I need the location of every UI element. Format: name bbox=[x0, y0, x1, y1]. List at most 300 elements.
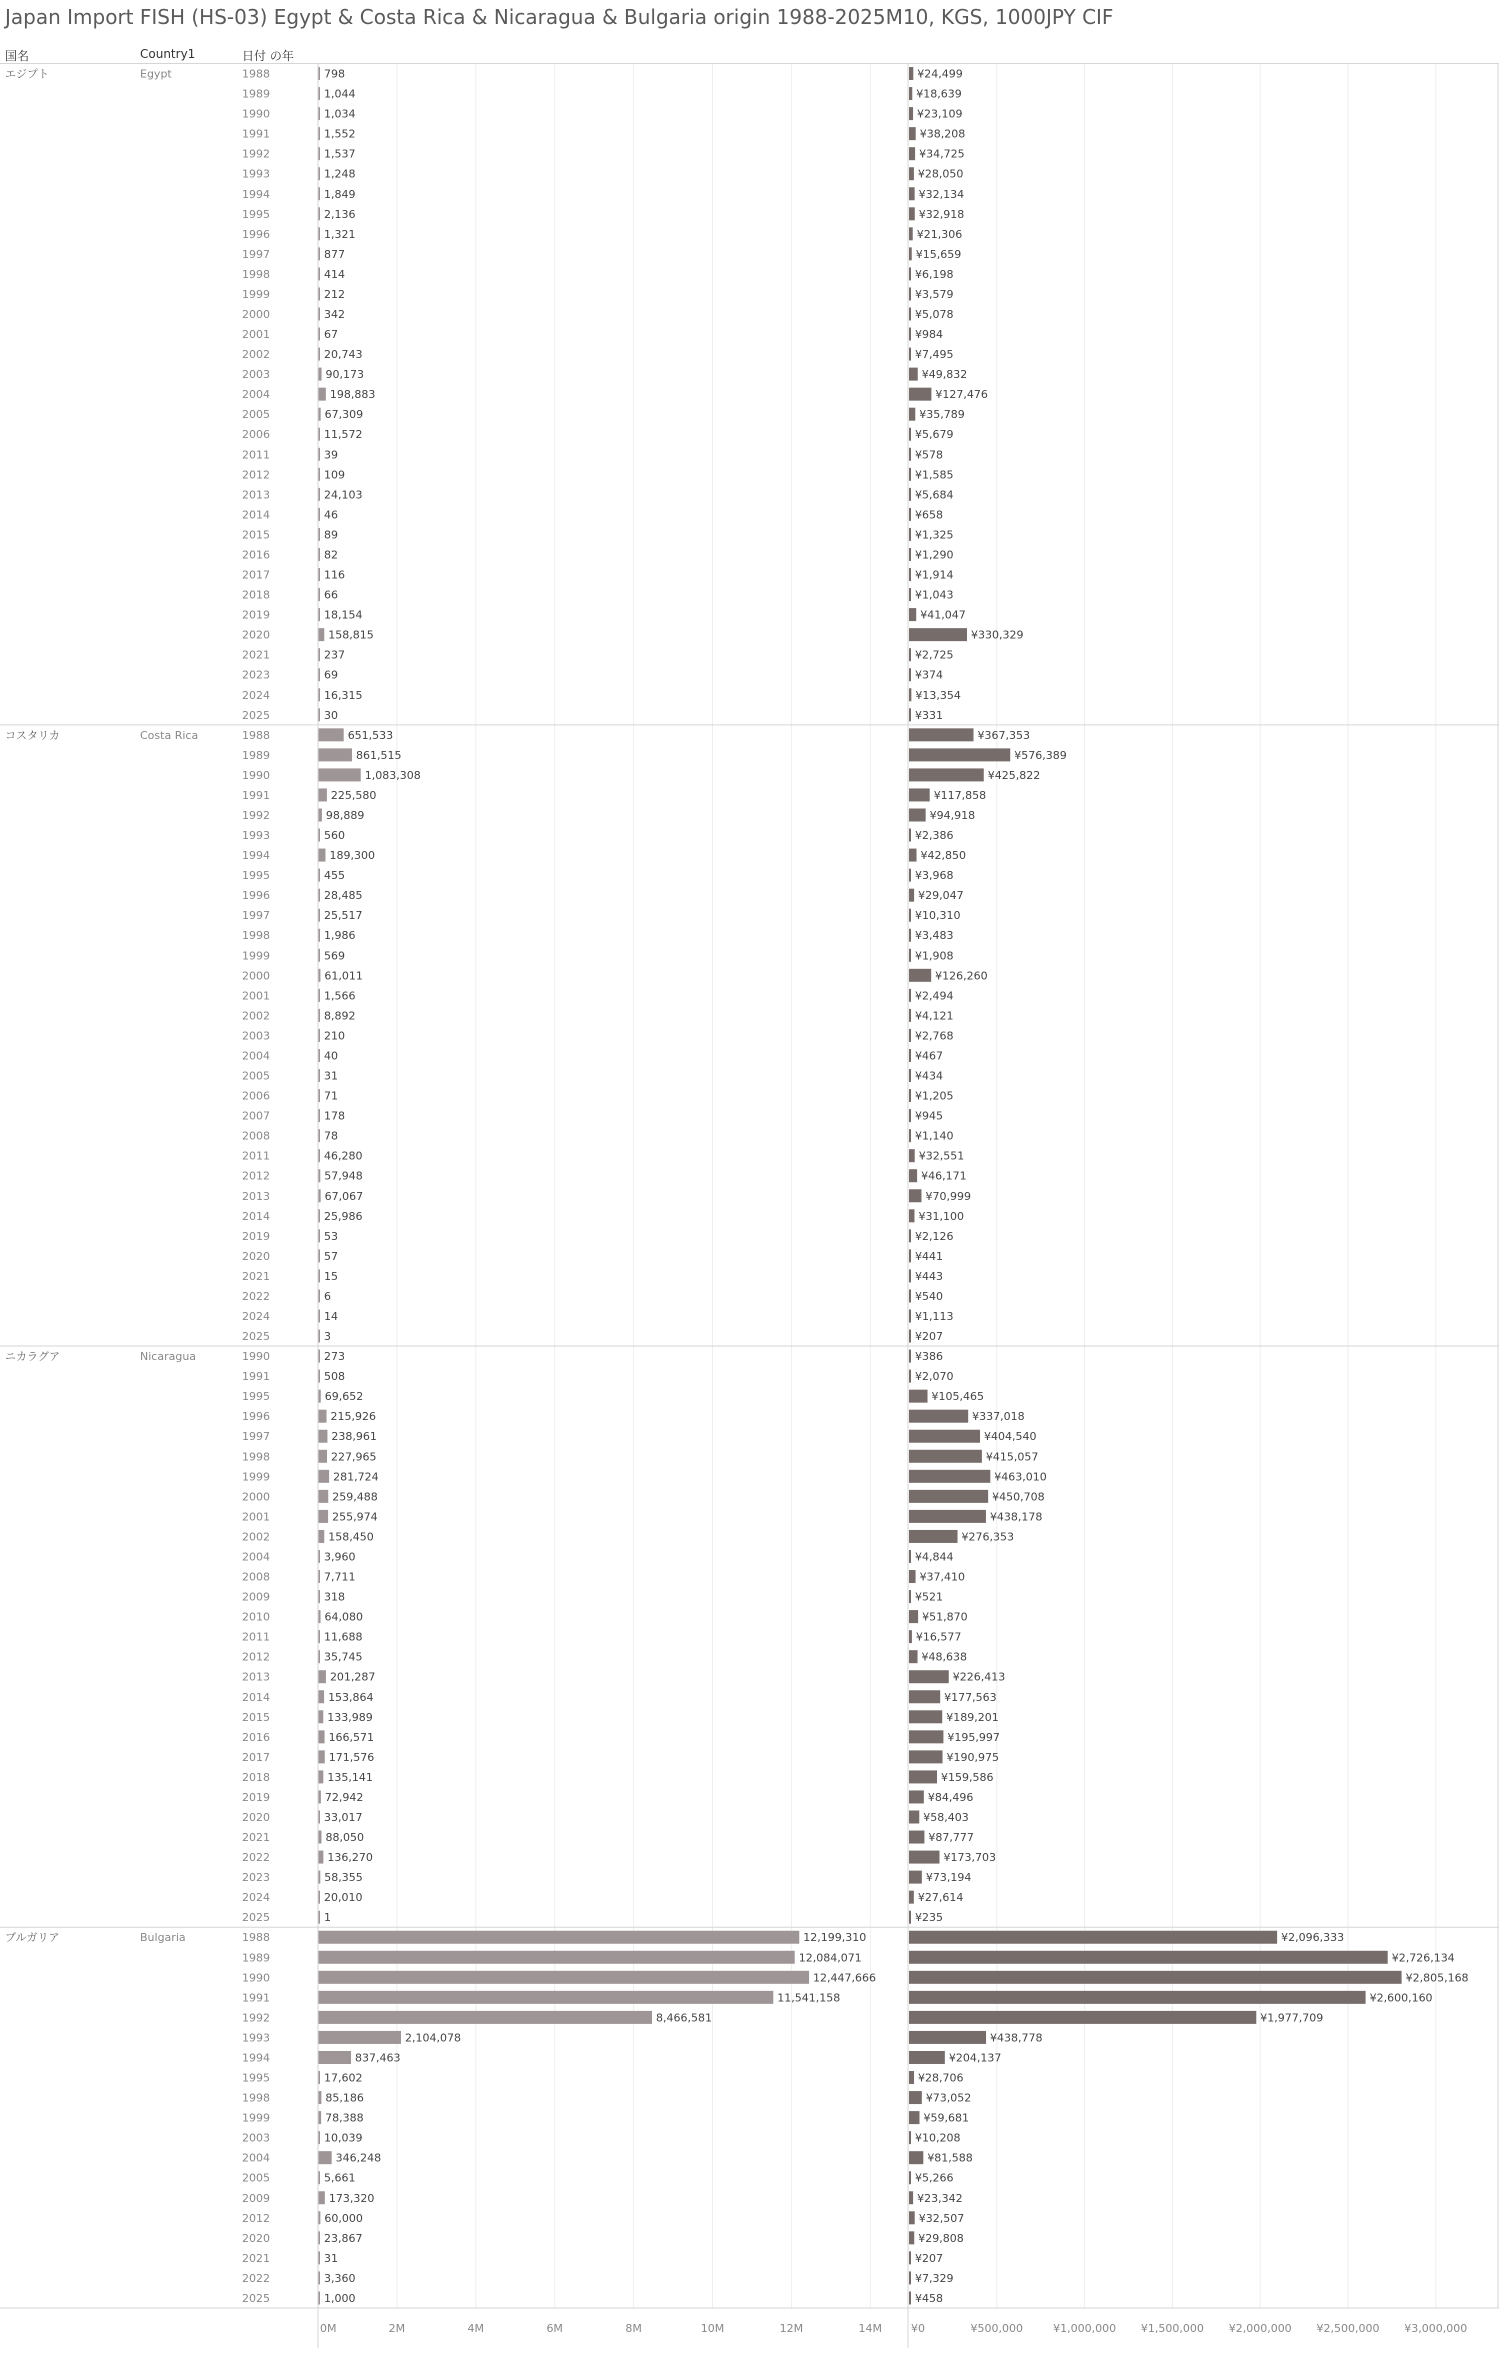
year-label: 1999 bbox=[242, 287, 270, 301]
tick-label: 14M bbox=[858, 2321, 883, 2335]
qty-data-label: 11,688 bbox=[324, 1630, 363, 1644]
value-data-label: ¥1,908 bbox=[915, 949, 954, 963]
qty-bar bbox=[318, 809, 322, 822]
year-label: 2014 bbox=[242, 1209, 270, 1223]
year-label: 1988 bbox=[242, 67, 270, 81]
value-data-label: ¥404,540 bbox=[984, 1430, 1037, 1444]
value-bar bbox=[909, 2131, 911, 2144]
qty-data-label: 259,488 bbox=[332, 1490, 378, 1504]
year-label: 2024 bbox=[242, 1310, 270, 1323]
value-data-label: ¥443 bbox=[915, 1269, 943, 1283]
year-label: 1995 bbox=[242, 2071, 270, 2085]
country-label-en: Bulgaria bbox=[140, 1931, 186, 1945]
value-data-label: ¥2,725 bbox=[915, 648, 954, 662]
value-data-label: ¥2,096,333 bbox=[1281, 1931, 1345, 1945]
value-data-label: ¥32,918 bbox=[918, 207, 965, 221]
value-data-label: ¥73,194 bbox=[925, 1871, 972, 1885]
value-bar bbox=[909, 969, 931, 982]
year-label: 1997 bbox=[242, 1430, 270, 1444]
value-bar bbox=[909, 1209, 914, 1222]
year-label: 1999 bbox=[242, 2111, 270, 2125]
value-bar bbox=[909, 1249, 911, 1262]
qty-bar bbox=[318, 788, 327, 801]
value-bar bbox=[909, 468, 911, 481]
country-label-jp: コスタリカ bbox=[5, 728, 60, 742]
value-bar bbox=[909, 1390, 928, 1403]
value-data-label: ¥29,808 bbox=[918, 2231, 964, 2245]
qty-data-label: 8,466,581 bbox=[656, 2011, 712, 2025]
value-bar bbox=[909, 909, 911, 922]
value-data-label: ¥1,113 bbox=[915, 1310, 954, 1323]
value-bar bbox=[909, 428, 911, 441]
value-data-label: ¥441 bbox=[915, 1249, 943, 1263]
year-label: 1991 bbox=[242, 1991, 270, 2005]
qty-data-label: 1,000 bbox=[324, 2291, 356, 2305]
value-data-label: ¥159,586 bbox=[941, 1770, 994, 1784]
value-bar bbox=[909, 287, 911, 300]
value-bar bbox=[909, 1069, 911, 1082]
qty-bar bbox=[318, 1710, 323, 1723]
value-bar bbox=[909, 1790, 924, 1803]
qty-data-label: 11,541,158 bbox=[777, 1991, 841, 2005]
qty-bar bbox=[318, 1530, 324, 1543]
value-data-label: ¥984 bbox=[915, 328, 943, 342]
value-data-label: ¥1,325 bbox=[915, 528, 954, 542]
year-label: 1999 bbox=[242, 1470, 270, 1484]
value-data-label: ¥28,706 bbox=[918, 2071, 964, 2085]
qty-data-label: 173,320 bbox=[328, 2191, 375, 2205]
qty-data-label: 273 bbox=[324, 1350, 345, 1364]
year-label: 1988 bbox=[242, 728, 270, 742]
value-bar bbox=[909, 648, 911, 661]
year-label: 2014 bbox=[242, 508, 270, 522]
country-label-en: Costa Rica bbox=[140, 728, 199, 742]
value-data-label: ¥32,507 bbox=[918, 2211, 965, 2225]
value-data-label: ¥3,968 bbox=[915, 869, 954, 883]
tick-label: ¥2,500,000 bbox=[1316, 2321, 1380, 2335]
value-bar bbox=[909, 2111, 919, 2124]
year-label: 1996 bbox=[242, 1410, 270, 1424]
value-data-label: ¥450,708 bbox=[992, 1490, 1045, 1504]
value-data-label: ¥18,639 bbox=[916, 87, 962, 101]
year-label: 2013 bbox=[242, 1670, 270, 1684]
qty-bar bbox=[318, 849, 325, 862]
value-bar bbox=[909, 2011, 1256, 2024]
qty-data-label: 3,960 bbox=[324, 1550, 356, 1564]
tick-label: ¥1,500,000 bbox=[1140, 2321, 1204, 2335]
qty-data-label: 98,889 bbox=[325, 809, 365, 822]
value-bar bbox=[909, 1871, 922, 1884]
value-data-label: ¥5,078 bbox=[915, 308, 954, 321]
value-data-label: ¥46,171 bbox=[921, 1169, 967, 1183]
value-data-label: ¥1,914 bbox=[915, 568, 954, 582]
value-bar bbox=[909, 1450, 982, 1463]
value-data-label: ¥23,342 bbox=[917, 2191, 963, 2205]
value-data-label: ¥458 bbox=[915, 2291, 943, 2305]
value-data-label: ¥38,208 bbox=[919, 127, 966, 141]
value-bar bbox=[909, 2051, 945, 2064]
qty-bar bbox=[318, 748, 352, 761]
year-label: 2025 bbox=[242, 708, 270, 722]
year-label: 2018 bbox=[242, 588, 270, 602]
year-label: 1989 bbox=[242, 1951, 270, 1965]
value-data-label: ¥32,134 bbox=[918, 187, 965, 201]
qty-data-label: 651,533 bbox=[347, 728, 394, 742]
qty-data-label: 8,892 bbox=[324, 1009, 356, 1023]
qty-data-label: 7,711 bbox=[324, 1570, 356, 1584]
value-data-label: ¥10,208 bbox=[915, 2131, 961, 2145]
qty-bar bbox=[318, 2191, 325, 2204]
year-label: 2023 bbox=[242, 1871, 270, 1885]
year-label: 1996 bbox=[242, 227, 270, 241]
qty-data-label: 85,186 bbox=[325, 2091, 364, 2105]
qty-data-label: 1,248 bbox=[324, 167, 356, 181]
value-bar bbox=[909, 768, 984, 781]
value-bar bbox=[909, 167, 914, 180]
value-data-label: ¥87,777 bbox=[928, 1831, 974, 1845]
qty-data-label: 1,849 bbox=[324, 187, 356, 201]
year-label: 1991 bbox=[242, 1370, 270, 1384]
year-label: 2004 bbox=[242, 2151, 270, 2165]
qty-bar bbox=[318, 1770, 323, 1783]
value-data-label: ¥3,483 bbox=[915, 929, 954, 943]
year-label: 1990 bbox=[242, 768, 270, 782]
header-country-jp: 国名 bbox=[5, 49, 30, 63]
value-data-label: ¥337,018 bbox=[972, 1410, 1025, 1424]
value-data-label: ¥31,100 bbox=[918, 1209, 964, 1223]
country-label-jp: エジプト bbox=[5, 67, 49, 81]
tick-label: 6M bbox=[546, 2321, 563, 2335]
year-label: 1991 bbox=[242, 788, 270, 802]
qty-data-label: 2,104,078 bbox=[405, 2031, 461, 2045]
qty-bar bbox=[318, 2151, 332, 2164]
year-label: 1990 bbox=[242, 107, 270, 121]
year-label: 2006 bbox=[242, 1089, 270, 1103]
value-data-label: ¥7,495 bbox=[915, 348, 954, 362]
value-bar bbox=[909, 1710, 942, 1723]
value-bar bbox=[909, 1750, 943, 1763]
value-bar bbox=[909, 1330, 911, 1343]
value-bar bbox=[909, 1610, 918, 1623]
qty-data-label: 17,602 bbox=[324, 2071, 363, 2085]
qty-data-label: 24,103 bbox=[324, 488, 363, 502]
tick-label: 2M bbox=[388, 2321, 406, 2335]
value-data-label: ¥105,465 bbox=[931, 1390, 985, 1404]
year-label: 1998 bbox=[242, 2091, 270, 2105]
value-data-label: ¥207 bbox=[915, 1330, 943, 1344]
year-label: 2009 bbox=[242, 2191, 270, 2205]
value-bar bbox=[909, 207, 915, 220]
value-bar bbox=[909, 1410, 968, 1423]
qty-data-label: 178 bbox=[324, 1109, 345, 1123]
value-data-label: ¥6,198 bbox=[915, 267, 954, 281]
year-label: 2008 bbox=[242, 1570, 270, 1584]
year-label: 1988 bbox=[242, 1931, 270, 1945]
value-bar bbox=[909, 1851, 940, 1864]
value-data-label: ¥81,588 bbox=[927, 2151, 973, 2165]
value-data-label: ¥276,353 bbox=[961, 1530, 1015, 1544]
value-data-label: ¥51,870 bbox=[922, 1610, 968, 1624]
value-bar bbox=[909, 2271, 911, 2284]
year-label: 2001 bbox=[242, 328, 270, 342]
value-bar bbox=[909, 1911, 911, 1924]
value-bar bbox=[909, 1169, 917, 1182]
tick-label: 4M bbox=[467, 2321, 485, 2335]
qty-data-label: 225,580 bbox=[330, 788, 377, 802]
qty-bar bbox=[318, 1450, 327, 1463]
value-bar bbox=[909, 1109, 911, 1122]
qty-data-label: 25,986 bbox=[324, 1209, 363, 1223]
value-data-label: ¥21,306 bbox=[916, 227, 963, 241]
year-label: 1994 bbox=[242, 2051, 270, 2065]
qty-data-label: 1,537 bbox=[324, 147, 356, 161]
year-label: 2005 bbox=[242, 408, 270, 422]
value-bar bbox=[909, 809, 926, 822]
value-bar bbox=[909, 1310, 911, 1323]
qty-bar bbox=[318, 1470, 329, 1483]
value-bar bbox=[909, 929, 911, 942]
value-data-label: ¥5,679 bbox=[915, 428, 954, 442]
value-bar bbox=[909, 388, 931, 401]
qty-data-label: 6 bbox=[324, 1289, 331, 1303]
value-data-label: ¥438,178 bbox=[989, 1510, 1043, 1524]
qty-data-label: 2,136 bbox=[324, 207, 356, 221]
value-bar bbox=[909, 1991, 1366, 2004]
qty-data-label: 46,280 bbox=[324, 1149, 363, 1163]
year-label: 2004 bbox=[242, 1049, 270, 1063]
value-data-label: ¥2,768 bbox=[915, 1029, 954, 1043]
year-label: 2013 bbox=[242, 1189, 270, 1203]
value-data-label: ¥48,638 bbox=[921, 1650, 968, 1664]
value-bar bbox=[909, 1931, 1277, 1944]
year-label: 2018 bbox=[242, 1770, 270, 1784]
value-bar bbox=[909, 2071, 914, 2084]
year-label: 2004 bbox=[242, 388, 270, 402]
value-data-label: ¥3,579 bbox=[915, 287, 954, 301]
value-data-label: ¥521 bbox=[915, 1590, 943, 1604]
tick-label: ¥3,000,000 bbox=[1404, 2321, 1468, 2335]
year-label: 2019 bbox=[242, 1790, 270, 1804]
value-bar bbox=[909, 1530, 958, 1543]
value-bar bbox=[909, 989, 911, 1002]
qty-bar bbox=[318, 1430, 327, 1443]
year-label: 1992 bbox=[242, 2011, 270, 2025]
value-data-label: ¥2,600,160 bbox=[1369, 1991, 1433, 2005]
value-data-label: ¥16,577 bbox=[915, 1630, 962, 1644]
qty-data-label: 414 bbox=[324, 267, 345, 281]
qty-data-label: 90,173 bbox=[325, 368, 365, 382]
year-label: 2012 bbox=[242, 468, 270, 482]
year-label: 2021 bbox=[242, 648, 270, 662]
value-bar bbox=[909, 2251, 911, 2264]
value-bar bbox=[909, 608, 916, 621]
year-label: 1994 bbox=[242, 849, 270, 863]
value-data-label: ¥94,918 bbox=[929, 809, 976, 822]
value-bar bbox=[909, 1550, 911, 1563]
year-label: 2015 bbox=[242, 528, 270, 542]
year-label: 2022 bbox=[242, 1851, 270, 1865]
qty-data-label: 171,576 bbox=[328, 1750, 375, 1764]
qty-data-label: 25,517 bbox=[324, 909, 363, 923]
qty-data-label: 227,965 bbox=[330, 1450, 377, 1464]
year-label: 2000 bbox=[242, 308, 270, 321]
value-data-label: ¥463,010 bbox=[994, 1470, 1047, 1484]
year-label: 2008 bbox=[242, 1129, 270, 1143]
qty-data-label: 72,942 bbox=[324, 1790, 364, 1804]
year-label: 2005 bbox=[242, 2171, 270, 2185]
qty-bar bbox=[318, 368, 322, 381]
qty-data-label: 189,300 bbox=[329, 849, 375, 863]
qty-data-label: 10,039 bbox=[324, 2131, 363, 2145]
year-label: 2005 bbox=[242, 1069, 270, 1083]
value-data-label: ¥177,563 bbox=[944, 1690, 997, 1704]
year-label: 2021 bbox=[242, 1269, 270, 1283]
qty-data-label: 40 bbox=[324, 1049, 338, 1063]
year-label: 1998 bbox=[242, 267, 270, 281]
year-label: 2011 bbox=[242, 448, 270, 462]
value-data-label: ¥37,410 bbox=[919, 1570, 966, 1584]
qty-data-label: 53 bbox=[324, 1229, 338, 1243]
value-bar bbox=[909, 688, 911, 701]
qty-data-label: 569 bbox=[324, 949, 345, 963]
qty-data-label: 215,926 bbox=[330, 1410, 377, 1424]
value-bar bbox=[909, 568, 911, 581]
value-bar bbox=[909, 788, 930, 801]
value-data-label: ¥126,260 bbox=[935, 969, 988, 983]
year-label: 1989 bbox=[242, 87, 270, 101]
value-bar bbox=[909, 1630, 912, 1643]
year-label: 2002 bbox=[242, 348, 270, 362]
value-bar bbox=[909, 1229, 911, 1242]
year-label: 2022 bbox=[242, 1289, 270, 1303]
value-bar bbox=[909, 1189, 921, 1202]
value-bar bbox=[909, 1470, 990, 1483]
year-label: 1997 bbox=[242, 247, 270, 261]
value-bar bbox=[909, 1971, 1402, 1984]
value-data-label: ¥1,977,709 bbox=[1260, 2011, 1324, 2025]
value-data-label: ¥58,403 bbox=[923, 1811, 969, 1824]
value-data-label: ¥27,614 bbox=[917, 1891, 964, 1905]
value-data-label: ¥235 bbox=[915, 1911, 943, 1925]
tick-label: ¥500,000 bbox=[970, 2321, 1024, 2335]
qty-data-label: 14 bbox=[324, 1310, 338, 1323]
value-bar bbox=[909, 127, 916, 140]
value-data-label: ¥29,047 bbox=[918, 889, 964, 903]
qty-data-label: 12,199,310 bbox=[803, 1931, 867, 1945]
value-data-label: ¥41,047 bbox=[920, 608, 966, 622]
year-label: 2017 bbox=[242, 568, 270, 582]
year-label: 2006 bbox=[242, 428, 270, 442]
qty-data-label: 67,309 bbox=[324, 408, 364, 422]
qty-data-label: 135,141 bbox=[327, 1770, 373, 1784]
qty-data-label: 116 bbox=[324, 568, 345, 582]
year-label: 1998 bbox=[242, 929, 270, 943]
qty-data-label: 166,571 bbox=[328, 1730, 375, 1744]
year-label: 2001 bbox=[242, 1510, 270, 1524]
year-label: 1999 bbox=[242, 949, 270, 963]
value-bar bbox=[909, 1049, 911, 1062]
value-data-label: ¥467 bbox=[915, 1049, 943, 1063]
value-data-label: ¥945 bbox=[915, 1109, 943, 1123]
value-bar bbox=[909, 1891, 914, 1904]
value-bar bbox=[909, 1029, 911, 1042]
country-label-jp: ブルガリア bbox=[5, 1931, 60, 1945]
year-label: 2025 bbox=[242, 1911, 270, 1925]
year-label: 1995 bbox=[242, 1390, 270, 1404]
qty-data-label: 78 bbox=[324, 1129, 338, 1143]
value-data-label: ¥2,805,168 bbox=[1405, 1971, 1469, 1985]
qty-data-label: 64,080 bbox=[324, 1610, 364, 1624]
value-bar bbox=[909, 368, 918, 381]
tick-label: ¥1,000,000 bbox=[1053, 2321, 1117, 2335]
value-data-label: ¥658 bbox=[915, 508, 943, 522]
qty-data-label: 1,986 bbox=[324, 929, 356, 943]
year-label: 2004 bbox=[242, 1550, 270, 1564]
value-bar bbox=[909, 227, 913, 240]
year-label: 2025 bbox=[242, 2291, 270, 2305]
qty-data-label: 30 bbox=[324, 708, 338, 722]
qty-data-label: 57,948 bbox=[324, 1169, 363, 1183]
year-label: 2013 bbox=[242, 488, 270, 502]
value-bar bbox=[909, 1570, 916, 1583]
value-data-label: ¥540 bbox=[915, 1289, 943, 1303]
value-bar bbox=[909, 2171, 911, 2184]
value-bar bbox=[909, 548, 911, 561]
value-data-label: ¥13,354 bbox=[915, 688, 961, 702]
value-bar bbox=[909, 1730, 943, 1743]
qty-bar bbox=[318, 1971, 809, 1984]
qty-data-label: 455 bbox=[324, 869, 345, 883]
qty-bar bbox=[318, 1670, 326, 1683]
value-bar bbox=[909, 488, 911, 501]
value-bar bbox=[909, 1370, 911, 1383]
value-data-label: ¥28,050 bbox=[917, 167, 964, 181]
value-bar bbox=[909, 668, 911, 681]
value-bar bbox=[909, 1951, 1388, 1964]
value-bar bbox=[909, 849, 917, 862]
value-data-label: ¥207 bbox=[915, 2251, 943, 2265]
value-data-label: ¥190,975 bbox=[946, 1750, 1000, 1764]
value-bar bbox=[909, 1129, 911, 1142]
qty-data-label: 16,315 bbox=[324, 688, 363, 702]
value-data-label: ¥1,043 bbox=[915, 588, 954, 602]
value-data-label: ¥331 bbox=[915, 708, 943, 722]
qty-data-label: 78,388 bbox=[325, 2111, 364, 2125]
qty-data-label: 12,447,666 bbox=[813, 1971, 877, 1985]
value-bar bbox=[909, 1811, 919, 1824]
qty-data-label: 88,050 bbox=[325, 1831, 364, 1845]
year-label: 2020 bbox=[242, 1811, 270, 1824]
value-data-label: ¥1,140 bbox=[915, 1129, 954, 1143]
qty-data-label: 1,566 bbox=[324, 989, 356, 1003]
tick-label: 8M bbox=[625, 2321, 642, 2335]
value-bar bbox=[909, 628, 967, 641]
year-label: 1990 bbox=[242, 1971, 270, 1985]
value-bar bbox=[909, 1670, 949, 1683]
value-bar bbox=[909, 308, 911, 321]
header-country-en: Country1 bbox=[140, 47, 196, 61]
value-bar bbox=[909, 147, 915, 160]
year-label: 2011 bbox=[242, 1630, 270, 1644]
value-data-label: ¥1,205 bbox=[915, 1089, 954, 1103]
year-label: 1989 bbox=[242, 748, 270, 762]
qty-bar bbox=[318, 1831, 321, 1844]
year-label: 2024 bbox=[242, 688, 270, 702]
qty-data-label: 1,083,308 bbox=[364, 768, 421, 782]
year-label: 2012 bbox=[242, 2211, 270, 2225]
qty-data-label: 60,000 bbox=[324, 2211, 363, 2225]
qty-bar bbox=[318, 1931, 799, 1944]
